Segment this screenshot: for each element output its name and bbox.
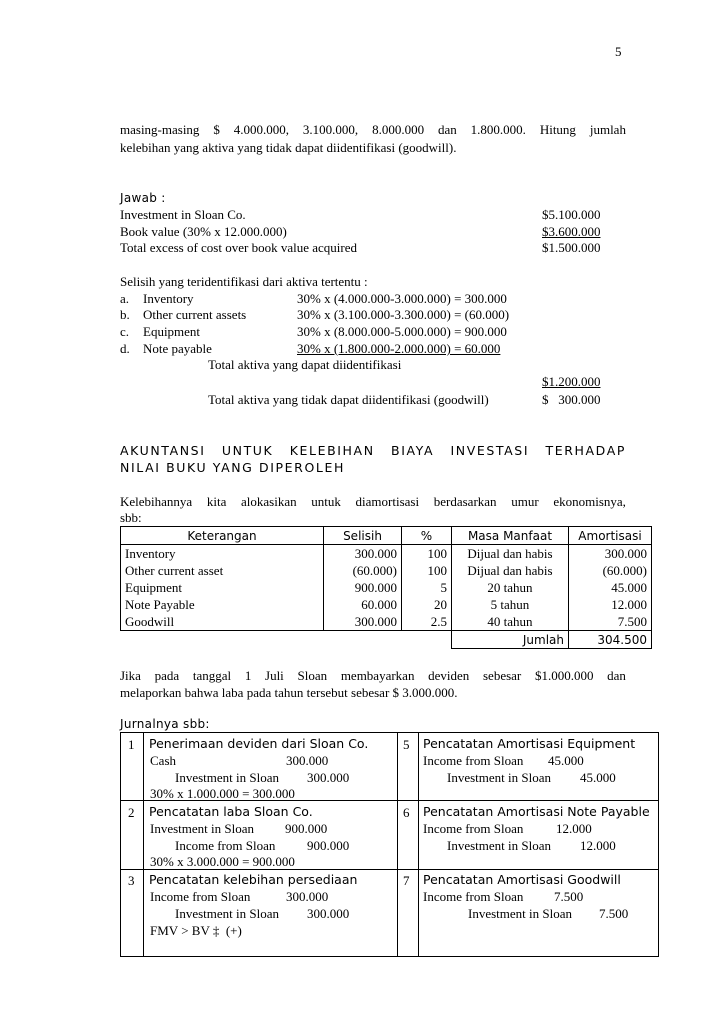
grid-vline (143, 733, 144, 956)
answer-row-excess-label: Total excess of cost over book value acquired (120, 240, 357, 255)
heading-word: INVESTASI (450, 443, 530, 458)
table-row (121, 545, 652, 563)
identified-name-other-current-assets: Other current assets (143, 307, 247, 322)
answer-row-investment-amount: $5.100.000 (542, 207, 601, 222)
total-label: Jumlah (452, 631, 569, 649)
header-keterangan: Keterangan (121, 527, 324, 545)
cell-amortisasi: 7.500 (569, 613, 652, 631)
cell-percent: 2.5 (402, 613, 452, 631)
paragraph-word: berdasarkan (433, 494, 497, 509)
dividend-word: pada (154, 668, 180, 683)
total-spacer (402, 631, 452, 649)
table-row (121, 562, 652, 579)
cell-percent: 5 (402, 579, 452, 596)
entry-note: 30% x 3.000.000 = 900.000 (150, 854, 295, 869)
journal-label: Jurnalnya sbb: (120, 717, 210, 731)
credit-amount: 900.000 (307, 838, 350, 853)
header-selisih: Selisih (324, 527, 402, 545)
credit-account: Investment in Sloan (175, 770, 279, 785)
section-paragraph-line-1 (120, 494, 626, 510)
entry-number: 7 (403, 873, 410, 888)
identified-calc-inventory: 30% x (4.000.000-3.000.000) = 300.000 (297, 291, 507, 306)
dividend-word: deviden (428, 668, 470, 683)
cell-masa-manfaat: 5 tahun (452, 596, 569, 613)
debit-account: Income from Sloan (423, 889, 524, 904)
dividend-word: tanggal (192, 668, 232, 683)
intro-word: 3.100.000, (302, 122, 359, 137)
cell-keterangan: Inventory (121, 545, 324, 563)
total-identified-amount: $1.200.000 (542, 374, 601, 389)
credit-account: Investment in Sloan (447, 838, 551, 853)
debit-amount: 300.000 (286, 753, 329, 768)
entry-title: Pencatatan Amortisasi Goodwill (423, 872, 621, 887)
identified-name-note-payable: Note payable (143, 341, 212, 356)
debit-amount: 300.000 (286, 889, 329, 904)
dividend-word: $1.000.000 (534, 668, 594, 683)
goodwill-label: Total aktiva yang tidak dapat diidentifikasi (goodwill) (208, 392, 489, 407)
entry-number: 5 (403, 737, 410, 752)
debit-account: Income from Sloan (150, 889, 251, 904)
debit-account: Cash (150, 753, 176, 768)
paragraph-word: kita (206, 494, 227, 509)
answer-row-investment-label: Investment in Sloan Co. (120, 207, 246, 222)
section-heading-line-1 (120, 443, 626, 458)
heading-word: KELEBIHAN (289, 443, 375, 458)
heading-word: AKUNTANSI (120, 443, 206, 458)
identified-letter-a: a. (120, 291, 130, 306)
intro-word: dan (437, 122, 457, 137)
cell-selisih: 60.000 (324, 596, 402, 613)
entry-title: Pencatatan kelebihan persediaan (149, 872, 358, 887)
dividend-paragraph-line-1 (120, 668, 626, 684)
entry-number: 2 (128, 805, 135, 820)
cell-amortisasi: 300.000 (569, 545, 652, 563)
credit-amount: 45.000 (580, 770, 616, 785)
journal-grid (120, 732, 659, 957)
section-heading-line-2: NILAI BUKU YANG DIPEROLEH (120, 460, 345, 475)
dividend-word: Jika (120, 668, 141, 683)
answer-row-bookvalue-label: Book value (30% x 12.000.000) (120, 224, 287, 239)
identified-calc-note-payable: 30% x (1.800.000-2.000.000) = 60.000 (297, 341, 501, 356)
identified-name-inventory: Inventory (143, 291, 194, 306)
identified-calc-equipment: 30% x (8.000.000-5.000.000) = 900.000 (297, 324, 507, 339)
cell-percent: 100 (402, 545, 452, 563)
grid-vline (418, 733, 419, 956)
section-paragraph-line-2: sbb: (120, 510, 142, 525)
cell-keterangan: Note Payable (121, 596, 324, 613)
cell-selisih: 900.000 (324, 579, 402, 596)
identified-letter-c: c. (120, 324, 130, 339)
table-row (121, 579, 652, 596)
debit-account: Income from Sloan (423, 821, 524, 836)
intro-line-2: kelebihan yang aktiva yang tidak dapat diidentifikasi (goodwill). (120, 140, 457, 155)
table-row (121, 613, 652, 631)
credit-amount: 300.000 (307, 770, 350, 785)
debit-account: Income from Sloan (423, 753, 524, 768)
intro-word: 8.000.000 (372, 122, 425, 137)
heading-word: UNTUK (221, 443, 274, 458)
dividend-word: Sloan (297, 668, 328, 683)
credit-amount: 7.500 (599, 906, 629, 921)
debit-amount: 7.500 (554, 889, 584, 904)
paragraph-word: umur (511, 494, 539, 509)
entry-number: 1 (128, 737, 135, 752)
debit-amount: 12.000 (556, 821, 592, 836)
intro-word: jumlah (589, 122, 626, 137)
credit-amount: 12.000 (580, 838, 616, 853)
credit-account: Investment in Sloan (447, 770, 551, 785)
dividend-word: membayarkan (340, 668, 415, 683)
paragraph-word: untuk (311, 494, 341, 509)
cell-masa-manfaat: Dijual dan habis (452, 562, 569, 579)
cell-selisih: 300.000 (324, 613, 402, 631)
dividend-word: sebesar (482, 668, 522, 683)
cell-amortisasi: (60.000) (569, 562, 652, 579)
identified-letter-b: b. (120, 307, 130, 322)
answer-label: Jawab : (120, 191, 166, 205)
identified-name-equipment: Equipment (143, 324, 201, 339)
entry-title: Pencatatan laba Sloan Co. (149, 804, 313, 819)
dividend-paragraph-line-2: melaporkan bahwa laba pada tahun tersebut sebesar $ 3.000.000. (120, 685, 458, 700)
total-value: 304.500 (569, 631, 652, 649)
intro-line-1 (120, 122, 626, 138)
dividend-word: Juli (265, 668, 284, 683)
total-spacer (324, 631, 402, 649)
dividend-word: dan (607, 668, 626, 683)
intro-word: 4.000.000, (233, 122, 289, 137)
paragraph-word: ekonomisnya, (553, 494, 626, 509)
paragraph-word: alokasikan (241, 494, 297, 509)
table-row (121, 596, 652, 613)
grid-vline (397, 733, 398, 956)
intro-word: Hitung (539, 122, 576, 137)
answer-row-bookvalue-amount: $3.600.000 (542, 224, 601, 239)
entry-number: 3 (128, 873, 135, 888)
credit-amount: 300.000 (307, 906, 350, 921)
paragraph-word: Kelebihannya (120, 494, 193, 509)
cell-masa-manfaat: 40 tahun (452, 613, 569, 631)
page-number: 5 (615, 44, 622, 59)
identified-calc-other-current-assets: 30% x (3.100.000-3.300.000) = (60.000) (297, 307, 510, 322)
cell-keterangan: Goodwill (121, 613, 324, 631)
paragraph-word: diamortisasi (355, 494, 420, 509)
cell-selisih: (60.000) (324, 562, 402, 579)
cell-percent: 100 (402, 562, 452, 579)
debit-amount: 45.000 (548, 753, 584, 768)
entry-note: 30% x 1.000.000 = 300.000 (150, 786, 295, 801)
amortization-total-row (121, 631, 652, 649)
identified-letter-d: d. (120, 341, 130, 356)
credit-account: Investment in Sloan (468, 906, 572, 921)
dividend-word: 1 (244, 668, 252, 683)
cell-keterangan: Equipment (121, 579, 324, 596)
intro-word: $ (213, 122, 220, 137)
debit-account: Investment in Sloan (150, 821, 254, 836)
cell-amortisasi: 12.000 (569, 596, 652, 613)
intro-word: 1.800.000. (470, 122, 526, 137)
entry-title: Penerimaan deviden dari Sloan Co. (149, 736, 369, 751)
answer-row-excess-amount: $1.500.000 (542, 240, 601, 255)
credit-account: Income from Sloan (175, 838, 276, 853)
cell-amortisasi: 45.000 (569, 579, 652, 596)
header-masa-manfaat: Masa Manfaat (452, 527, 569, 545)
identified-title: Selisih yang teridentifikasi dari aktiva tertentu : (120, 274, 368, 289)
total-spacer (121, 631, 324, 649)
total-identified-label: Total aktiva yang dapat diidentifikasi (208, 357, 402, 372)
goodwill-amount: $ 300.000 (542, 392, 601, 407)
amortization-header-row (121, 527, 652, 545)
heading-word: BIAYA (391, 443, 435, 458)
intro-word: masing-masing (120, 122, 200, 137)
entry-number: 6 (403, 805, 410, 820)
debit-amount: 900.000 (285, 821, 328, 836)
entry-note: FMV > BV ‡ (+) (150, 923, 242, 938)
cell-masa-manfaat: 20 tahun (452, 579, 569, 596)
credit-account: Investment in Sloan (175, 906, 279, 921)
cell-keterangan: Other current asset (121, 562, 324, 579)
cell-percent: 20 (402, 596, 452, 613)
cell-masa-manfaat: Dijual dan habis (452, 545, 569, 563)
heading-word: TERHADAP (545, 443, 626, 458)
entry-title: Pencatatan Amortisasi Note Payable (423, 804, 650, 819)
entry-title: Pencatatan Amortisasi Equipment (423, 736, 636, 751)
cell-selisih: 300.000 (324, 545, 402, 563)
header-percent: % (402, 527, 452, 545)
amortization-table (120, 526, 652, 649)
header-amortisasi: Amortisasi (569, 527, 652, 545)
